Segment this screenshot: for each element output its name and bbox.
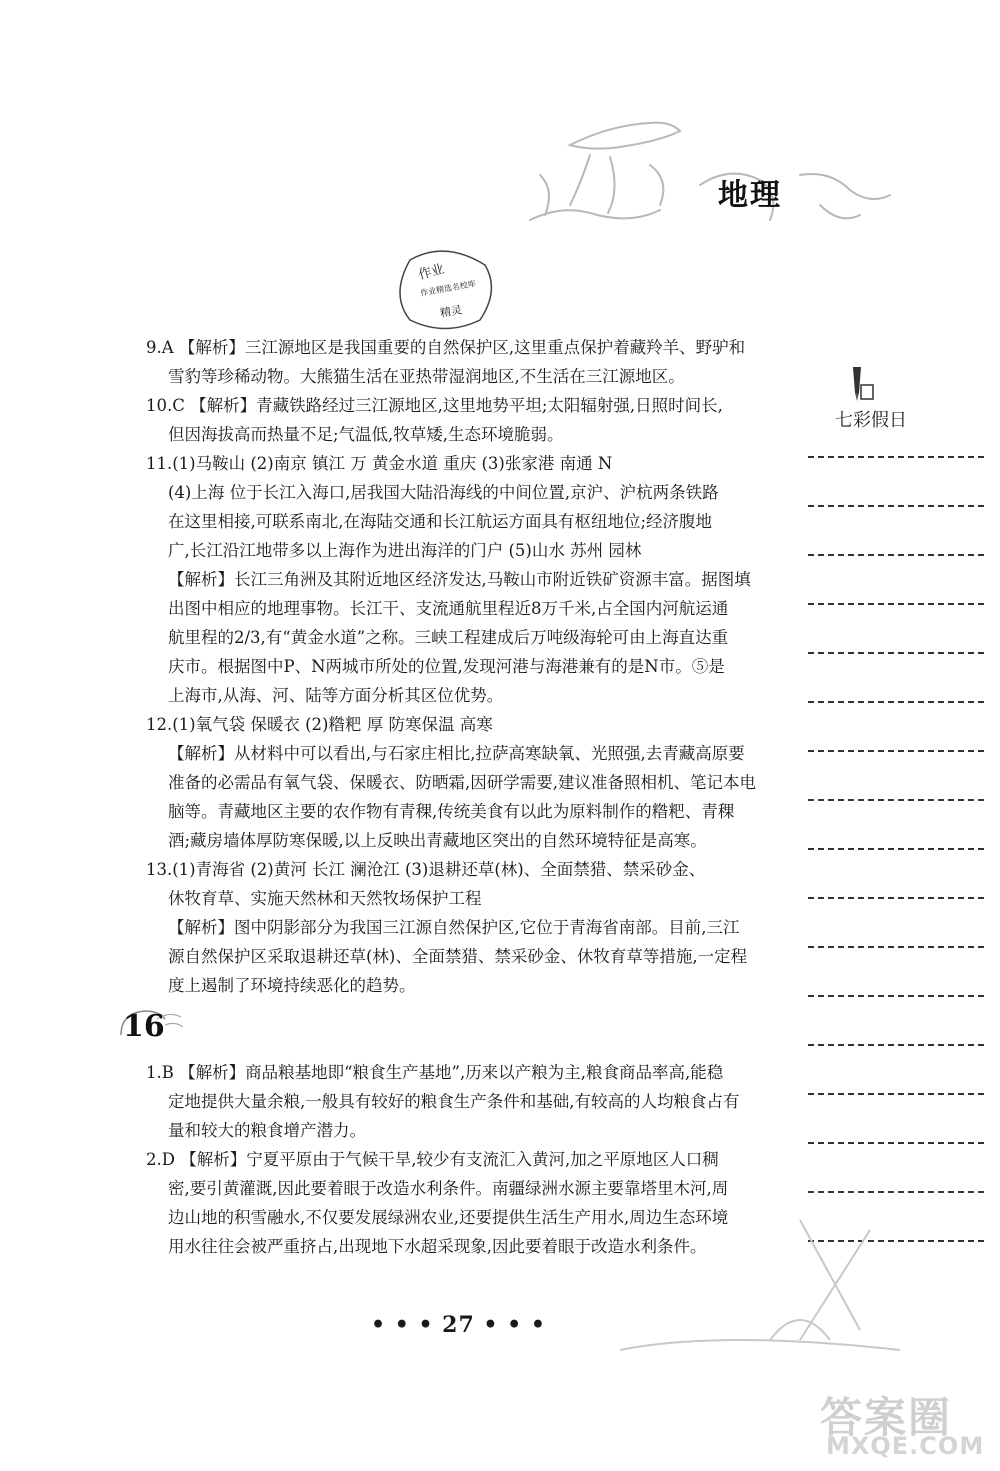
- answer-item: [146, 1058, 756, 1145]
- text-line: 【解析】从材料中可以看出,与石家庄相比,拉萨高寒缺氧、光照强,去青藏高原要: [168, 744, 745, 763]
- text-line: 源自然保护区采取退耕还草(林)、全面禁猎、禁采砂金、休牧育草等措施,一定程: [168, 947, 748, 966]
- stamp-middle-text: 作业精选名校库: [419, 279, 477, 298]
- watermark-url: MXQE.COM: [826, 1432, 985, 1460]
- text-line: 度上遏制了环境持续恶化的趋势。: [168, 976, 416, 995]
- text-line: 13.(1)青海省 (2)黄河 长江 澜沧江 (3)退耕还草(林)、全面禁猎、禁采砂金、: [146, 860, 706, 879]
- homework-stamp: [390, 245, 500, 335]
- note-line: [808, 1093, 984, 1095]
- text-line: 量和较大的粮食增产潜力。: [168, 1121, 366, 1140]
- text-line: 10.C 【解析】青藏铁路经过三江源地区,这里地势平坦;太阳辐射强,日照时间长,: [146, 396, 723, 415]
- text-line: 雪豹等珍稀动物。大熊猫生活在亚热带湿润地区,不生活在三江源地区。: [168, 367, 685, 386]
- text-line: 密,要引黄灌溉,因此要着眼于改造水利条件。南疆绿洲水源主要靠塔里木河,周: [168, 1179, 729, 1198]
- text-line: 但因海拔高而热量不足;气温低,牧草矮,生态环境脆弱。: [168, 425, 564, 444]
- text-line: 定地提供大量余粮,一般具有较好的粮食生产条件和基础,有较高的人均粮食占有: [168, 1092, 740, 1111]
- text-line: 准备的必需品有氧气袋、保暖衣、防晒霜,因研学需要,建议准备照相机、笔记本电: [168, 773, 756, 792]
- note-line: [808, 1044, 984, 1046]
- note-line: [808, 652, 984, 654]
- answer-item: [146, 710, 756, 855]
- text-line: 边山地的积雪融水,不仅要发展绿洲农业,还要提供生活生产用水,周边生态环境: [168, 1208, 729, 1227]
- subject-title: 地理: [718, 178, 782, 213]
- note-line: [808, 799, 984, 801]
- text-line: 酒;藏房墙体厚防寒保暖,以上反映出青藏地区突出的自然环境特征是高寒。: [168, 831, 707, 850]
- text-line: 休牧育草、实施天然林和天然牧场保护工程: [168, 889, 482, 908]
- note-line: [808, 848, 984, 850]
- note-line: [808, 897, 984, 899]
- note-line: [808, 603, 984, 605]
- answer-item: [146, 855, 756, 1000]
- note-line: [808, 1142, 984, 1144]
- answer-items-section-1: [146, 333, 756, 1000]
- text-line: 【解析】图中阴影部分为我国三江源自然保护区,它位于青海省南部。目前,三江: [168, 918, 740, 937]
- text-line: 9.A 【解析】三江源地区是我国重要的自然保护区,这里重点保护着藏羚羊、野驴和: [146, 338, 746, 357]
- stamp-top-text: 作业: [417, 261, 447, 284]
- note-line: [808, 456, 984, 458]
- page-number: • • • 27 • • •: [371, 1312, 546, 1338]
- section-number: 16: [123, 1009, 165, 1044]
- text-line: 广,长江沿江地带多以上海作为进出海洋的门户 (5)山水 苏州 园林: [168, 541, 642, 560]
- text-line: 上海市,从海、河、陆等方面分析其区位优势。: [168, 686, 504, 705]
- text-line: (4)上海 位于长江入海口,居我国大陆沿海线的中间位置,京沪、沪杭两条铁路: [168, 483, 719, 502]
- watermark-logo-text: 答案圈: [820, 1393, 953, 1442]
- answer-item: [146, 449, 756, 710]
- text-line: 庆市。根据图中P、N两城市所处的位置,发现河港与海港兼有的是N市。⑤是: [168, 657, 725, 676]
- text-line: 1.B 【解析】商品粮基地即“粮食生产基地”,历来以产粮为主,粮食商品率高,能稳: [146, 1063, 724, 1082]
- text-line: 出图中相应的地理事物。长江干、支流通航里程近8万千米,占全国内河航运通: [168, 599, 729, 618]
- bottom-sketch-decoration: [600, 1200, 920, 1380]
- text-line: 12.(1)氧气袋 保暖衣 (2)糌粑 厚 防寒保温 高寒: [146, 715, 493, 734]
- note-line: [808, 505, 984, 507]
- note-line: [808, 995, 984, 997]
- answer-item: [146, 333, 756, 391]
- text-line: 11.(1)马鞍山 (2)南京 镇江 万 黄金水道 重庆 (3)张家港 南通 N: [146, 454, 613, 473]
- text-line: 航里程的2/3,有“黄金水道”之称。三峡工程建成后万吨级海轮可由上海直达重: [168, 628, 729, 647]
- text-line: 在这里相接,可联系南北,在海陆交通和长江航运方面具有枢纽地位;经济腹地: [168, 512, 713, 531]
- text-line: 脑等。青藏地区主要的农作物有青稞,传统美食有以此为原料制作的糌粑、青稞: [168, 802, 735, 821]
- note-line: [808, 554, 984, 556]
- sidebar-label: 七彩假日: [835, 410, 907, 431]
- pen-icon: [845, 365, 875, 405]
- note-line: [808, 750, 984, 752]
- section-number-marker: [117, 1005, 177, 1055]
- note-line: [808, 701, 984, 703]
- stamp-bottom-text: 精灵: [439, 303, 464, 320]
- header-decoration-sketch: [500, 95, 900, 255]
- answer-item: [146, 391, 756, 449]
- text-line: 用水往往会被严重挤占,出现地下水超采现象,因此要着眼于改造水利条件。: [168, 1237, 707, 1256]
- note-line: [808, 946, 984, 948]
- answer-content: [146, 333, 756, 1000]
- text-line: 【解析】长江三角洲及其附近地区经济发达,马鞍山市附近铁矿资源丰富。据图填: [168, 570, 751, 589]
- text-line: 2.D 【解析】宁夏平原由于气候干旱,较少有支流汇入黄河,加之平原地区人口稠: [146, 1150, 719, 1169]
- note-line: [808, 1191, 984, 1193]
